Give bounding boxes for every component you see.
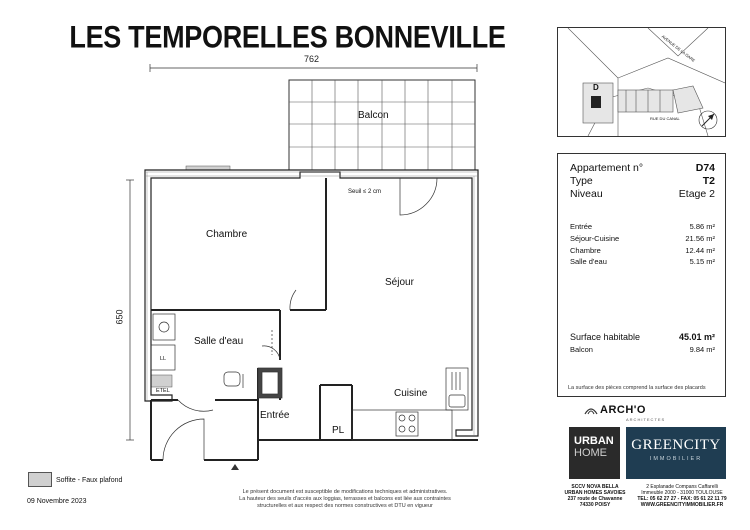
address-line: 2 Esplanade Compans Caffarelli <box>646 484 718 490</box>
address-line: Immeuble 2000 - 31000 TOULOUSE <box>641 490 723 496</box>
area-value: 21.56 m² <box>685 234 715 243</box>
entrance-arrow <box>231 464 239 470</box>
page-title: LES TEMPORELLES BONNEVILLE <box>69 19 506 55</box>
urban-logo-text: URBAN <box>574 435 614 447</box>
type-label: Type <box>570 175 593 187</box>
archo-logo: ARCH'O <box>600 404 646 416</box>
address-line: 74330 POISY <box>579 502 611 508</box>
surface-label: Surface habitable <box>570 332 641 342</box>
address-right <box>634 484 730 508</box>
room-cuisine: Cuisine <box>394 388 428 399</box>
area-row <box>570 234 715 243</box>
room-ll: LL <box>160 356 167 362</box>
balcon-value: 9.84 m² <box>689 345 715 354</box>
map-street-bottom: RUE DU CANAL <box>650 116 680 121</box>
info-row-niveau <box>570 188 715 200</box>
site-map-drawing <box>558 28 725 136</box>
area-value: 5.86 m² <box>689 222 715 231</box>
greencity-logo-text: GREENCITY <box>631 437 721 453</box>
room-chambre: Chambre <box>206 229 248 240</box>
niveau-value: Etage 2 <box>678 188 715 200</box>
type-value: T2 <box>702 175 715 187</box>
area-label: Salle d'eau <box>570 257 607 266</box>
surface-value: 45.01 m² <box>678 332 715 342</box>
area-value: 12.44 m² <box>685 246 715 255</box>
home-logo-text: HOME <box>574 447 607 459</box>
balcon-row <box>570 345 715 354</box>
document-date: 09 Novembre 2023 <box>27 498 87 505</box>
address-line: SCCV NOVA BELLA <box>571 484 619 490</box>
address-line: TEL: 05 62 27 27 - FAX: 05 61 22 11 79 <box>637 496 727 502</box>
greencity-logo-subtitle: IMMOBILIER <box>649 456 703 462</box>
width-dimension <box>150 64 477 72</box>
address-left <box>560 484 630 508</box>
kitchen-fixtures <box>352 368 468 440</box>
height-label: 650 <box>114 309 125 325</box>
room-etel: ETEL <box>156 388 170 394</box>
greencity-logo <box>626 427 726 479</box>
wall-hatch <box>145 172 478 436</box>
room-salle-eau: Salle d'eau <box>194 336 244 347</box>
balcon-label: Balcon <box>570 345 593 354</box>
room-pl: PL <box>332 425 345 436</box>
niveau-label: Niveau <box>570 188 603 200</box>
area-row <box>570 257 715 266</box>
legend-swatch <box>28 472 52 487</box>
appartement-label: Appartement n° <box>570 162 644 174</box>
info-row-type <box>570 175 715 187</box>
surface-row <box>570 332 715 342</box>
width-label: 762 <box>304 54 320 64</box>
urban-home-logo <box>569 427 620 479</box>
map-street-top: AVENUE DE LA GARE <box>660 33 697 64</box>
appartement-value: D74 <box>695 162 715 174</box>
threshold-label: Seuil ≤ 2 cm <box>348 189 381 195</box>
room-balcon: Balcon <box>358 110 389 121</box>
info-row-appartement <box>570 162 715 174</box>
balcony-grid <box>289 80 475 170</box>
soffit-areas <box>150 166 230 387</box>
exterior-walls <box>145 170 478 436</box>
archo-subtitle: ARCHITECTES <box>626 417 666 422</box>
info-panel <box>557 153 726 397</box>
disclaimer <box>200 489 490 510</box>
disclaimer-line: Le présent document est susceptible de modifications techniques et administratives. <box>242 489 448 495</box>
area-row <box>570 246 715 255</box>
entry-walls <box>151 400 258 460</box>
room-entree: Entrée <box>260 410 290 421</box>
area-label: Entrée <box>570 222 593 231</box>
archo-logo-icon <box>583 404 599 416</box>
height-dimension <box>126 180 134 440</box>
legend-label: Soffite - Faux plafond <box>56 477 123 484</box>
disclaimer-line: structurelles et aux respect des normes constructives et DTU en vigueur <box>257 503 433 509</box>
interior-walls <box>151 178 478 440</box>
room-sejour: Séjour <box>385 277 414 288</box>
area-label: Séjour-Cuisine <box>570 234 620 243</box>
map-building: D <box>593 83 599 92</box>
area-value: 5.15 m² <box>689 257 715 266</box>
site-map <box>557 27 726 137</box>
disclaimer-line: La hauteur des seuils d'accès aux loggias, terrasses et balcons est liée aux contraintes <box>239 496 451 502</box>
address-line: 237 route de Chavanne <box>567 496 623 502</box>
shower <box>153 314 282 398</box>
surface-note: La surface des pièces comprend la surface des placards <box>568 385 706 391</box>
area-label: Chambre <box>570 246 601 255</box>
area-row <box>570 222 715 231</box>
address-line: URBAN HOMES SAVOIES <box>564 490 626 496</box>
address-line: WWW.GREENCITYIMMOBILIER.FR <box>640 502 724 508</box>
